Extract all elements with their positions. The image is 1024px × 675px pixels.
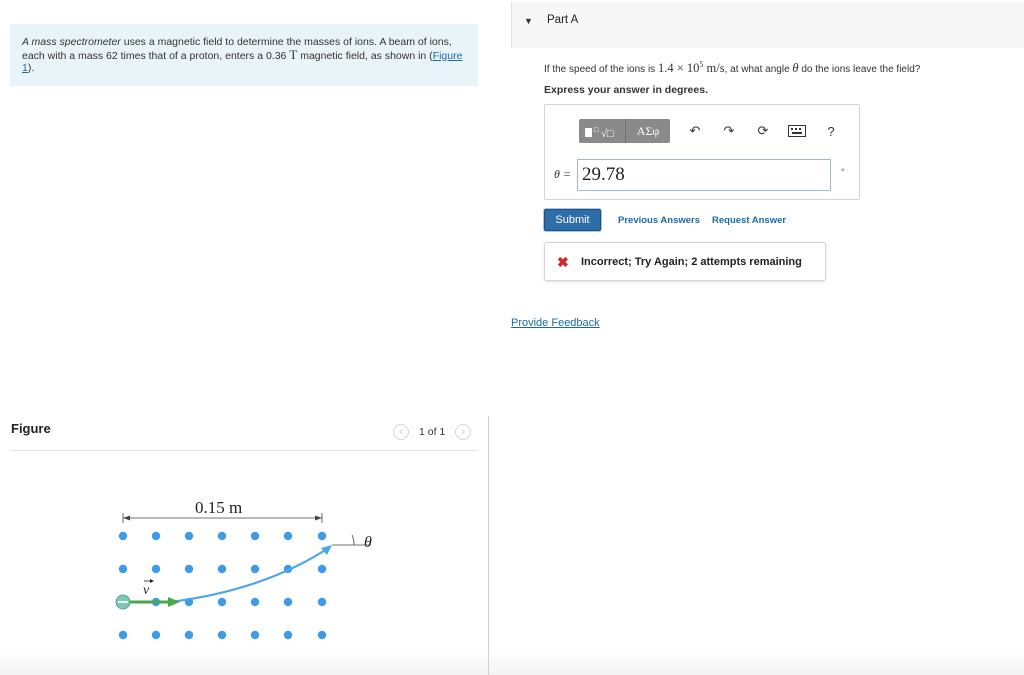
field-dot — [119, 565, 127, 573]
figure-heading: Figure — [11, 421, 51, 436]
field-dot — [152, 565, 160, 573]
field-dot — [218, 565, 226, 573]
field-dot — [318, 598, 326, 606]
request-answer-link[interactable]: Request Answer — [712, 215, 787, 226]
math-toolbar — [579, 119, 842, 143]
problem-unit: T — [289, 46, 298, 62]
figure-link[interactable]: Figure 1 — [22, 49, 463, 74]
dimension-arrow-right — [315, 516, 322, 521]
field-dot — [119, 631, 127, 639]
dimension-arrow-left — [123, 516, 130, 521]
previous-answers-link[interactable]: Previous Answers — [618, 215, 701, 226]
field-dot — [218, 532, 226, 540]
pane-divider — [488, 416, 489, 675]
error-x-icon: ✖ — [557, 254, 569, 270]
provide-feedback-link[interactable]: Provide Feedback — [511, 317, 600, 329]
speed-value — [658, 61, 725, 75]
speed-mantissa: 1.4 — [657, 61, 674, 76]
field-dot — [119, 532, 127, 540]
question-theta: θ — [792, 61, 799, 76]
part-a-title: Part A — [547, 14, 579, 26]
question-pre: If the speed of the ions is — [544, 64, 658, 76]
field-dot — [251, 631, 259, 639]
answer-instruction: Express your answer in degrees. — [544, 84, 708, 96]
field-dot — [284, 598, 292, 606]
question-post: , at what angle — [724, 64, 793, 76]
figure-divider — [10, 450, 478, 451]
reset-icon[interactable]: ⟳ — [757, 123, 769, 138]
velocity-vector-arrowhead — [150, 579, 154, 583]
undo-icon[interactable]: ↶ — [689, 123, 701, 138]
problem-text: uses a magnetic field to determine the masses of ions. A beam of ions, each with a mass 62 times that of a proton, enters a 0.36 — [22, 36, 452, 62]
field-dot — [152, 532, 160, 540]
answer-box — [544, 104, 860, 200]
velocity-label: v — [143, 583, 150, 598]
ion-trajectory — [170, 547, 330, 602]
templates-icon[interactable] — [579, 119, 625, 143]
answer-input[interactable] — [577, 159, 831, 191]
problem-text-close: ). — [27, 62, 35, 74]
problem-text-tail: magnetic field, as shown in ( — [297, 49, 433, 62]
velocity-arrowhead — [168, 597, 180, 607]
angle-arc — [352, 535, 354, 545]
speed-times: × 10 — [673, 61, 700, 76]
answer-label-text: θ = — [554, 167, 571, 181]
length-label: 0.15 m — [195, 498, 243, 517]
field-dot — [318, 631, 326, 639]
problem-statement — [10, 24, 478, 86]
field-dot — [251, 565, 259, 573]
pager-text: 1 of 1 — [419, 426, 446, 438]
field-dot — [284, 631, 292, 639]
svg-text:√□: √□ — [601, 128, 614, 139]
help-button[interactable]: ? — [827, 123, 835, 139]
right-pane — [490, 0, 1024, 675]
answer-unit: ° — [841, 167, 845, 177]
left-pane — [0, 0, 488, 675]
field-dot — [251, 598, 259, 606]
field-dot — [185, 565, 193, 573]
field-dot — [218, 631, 226, 639]
field-dot — [218, 598, 226, 606]
svg-text:□: □ — [594, 125, 599, 134]
question-end: do the ions leave the field? — [798, 64, 921, 76]
chevron-left-icon[interactable]: ‹ — [393, 424, 409, 440]
trajectory-arrowhead — [321, 545, 332, 555]
question-text — [544, 60, 920, 76]
figure-pager — [393, 424, 471, 440]
caret-down-icon[interactable]: ▼ — [524, 16, 533, 26]
field-dot — [318, 532, 326, 540]
field-dot — [318, 565, 326, 573]
angle-label: θ — [364, 534, 372, 551]
field-dot — [185, 631, 193, 639]
answer-label — [554, 167, 571, 182]
field-dots — [119, 532, 326, 639]
field-dot — [185, 532, 193, 540]
greek-symbols-button[interactable]: ΑΣφ — [625, 119, 670, 143]
redo-icon[interactable]: ↷ — [723, 123, 735, 138]
feedback-text: Incorrect; Try Again; 2 attempts remaining — [581, 256, 802, 268]
problem-term: A mass spectrometer — [22, 36, 121, 48]
part-a-header[interactable] — [511, 2, 1024, 48]
keyboard-icon[interactable] — [786, 119, 808, 143]
speed-unit: m/s — [703, 61, 725, 76]
speed-exponent: 5 — [699, 60, 704, 69]
chevron-right-icon[interactable]: › — [455, 424, 471, 440]
submit-button[interactable]: Submit — [544, 209, 601, 231]
field-dot — [284, 532, 292, 540]
field-dot — [251, 532, 259, 540]
field-dot — [152, 631, 160, 639]
feedback-message — [544, 242, 826, 281]
magnetic-field-figure — [100, 490, 400, 650]
